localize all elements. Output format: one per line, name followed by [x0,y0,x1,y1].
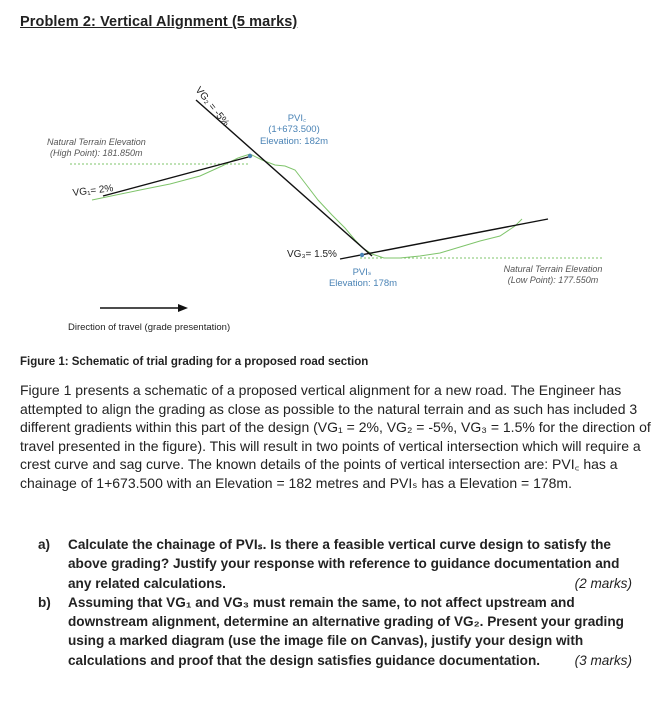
question-label: b) [38,594,51,610]
vg2-label: VG₂ = -5% [192,84,232,129]
question-marks: (3 marks) [574,652,632,668]
direction-arrowhead-icon [178,304,188,312]
direction-label: Direction of travel (grade presentation) [68,322,231,333]
terrain-high-label-2: (High Point): 181.850m [50,148,143,158]
pvic-name: PVI꜀ [287,113,307,124]
pvis-name: PVIₛ [352,267,372,278]
question-marks: (2 marks) [574,575,632,591]
question-list [38,535,632,670]
question-text: Assuming that VG₁ and VG₃ must remain the same, to not affect upstream and downstream alignment, determine an alternative grading of VG₂. Present your grading using a marked diagram (use the image file on Canvas), justify your design with calculations and proof that the design satisfies guidance documentation. [68,594,624,668]
grade-vg1-line [103,156,252,196]
pvis-marker [360,253,364,257]
question-b [38,593,632,670]
pvic-chainage: (1+673.500) [268,124,320,135]
problem-description: Figure 1 presents a schematic of a proposed vertical alignment for a new road. The Engineer has attempted to align the grading as close as possible to the natural terrain and as such has included 3 different gradients within this part of the design (VG₁ = 2%, VG₂ = -5%, VG₃ = 1.5% for the direction of travel presented in the figure). This will result in two points of vertical intersection which will require a crest curve and sag curve. The known details of the points of vertical intersection are: PVI꜀ has a chainage of 1+673.500 with an Elevation = 182 metres and PVIₛ has a Elevation = 178m. [20,382,651,491]
terrain-high-label-1: Natural Terrain Elevation [47,137,146,147]
pvic-elevation: Elevation: 182m [259,136,329,147]
terrain-low-label-2: (Low Point): 177.550m [507,275,599,285]
pvic-marker [248,154,252,158]
natural-terrain-line [92,154,522,258]
vg1-label: VG₁= 2% [72,183,114,199]
alignment-figure [0,0,672,350]
question-text: Calculate the chainage of PVIₛ. Is there a feasible vertical curve design to satisfy the above grading? Justify your response with reference to guidance documentation and any related calculations. [68,537,620,591]
question-label: a) [38,537,51,552]
vg3-label: VG₃= 1.5% [287,249,337,260]
terrain-low-label-1: Natural Terrain Elevation [503,264,603,274]
figure-caption: Figure 1: Schematic of trial grading for a proposed road section [20,356,369,368]
question-a [38,535,632,593]
grade-vg3-line [340,219,548,259]
problem-title: Problem 2: Vertical Alignment (5 marks) [20,14,298,30]
pvis-elevation: Elevation: 178m [328,278,398,289]
